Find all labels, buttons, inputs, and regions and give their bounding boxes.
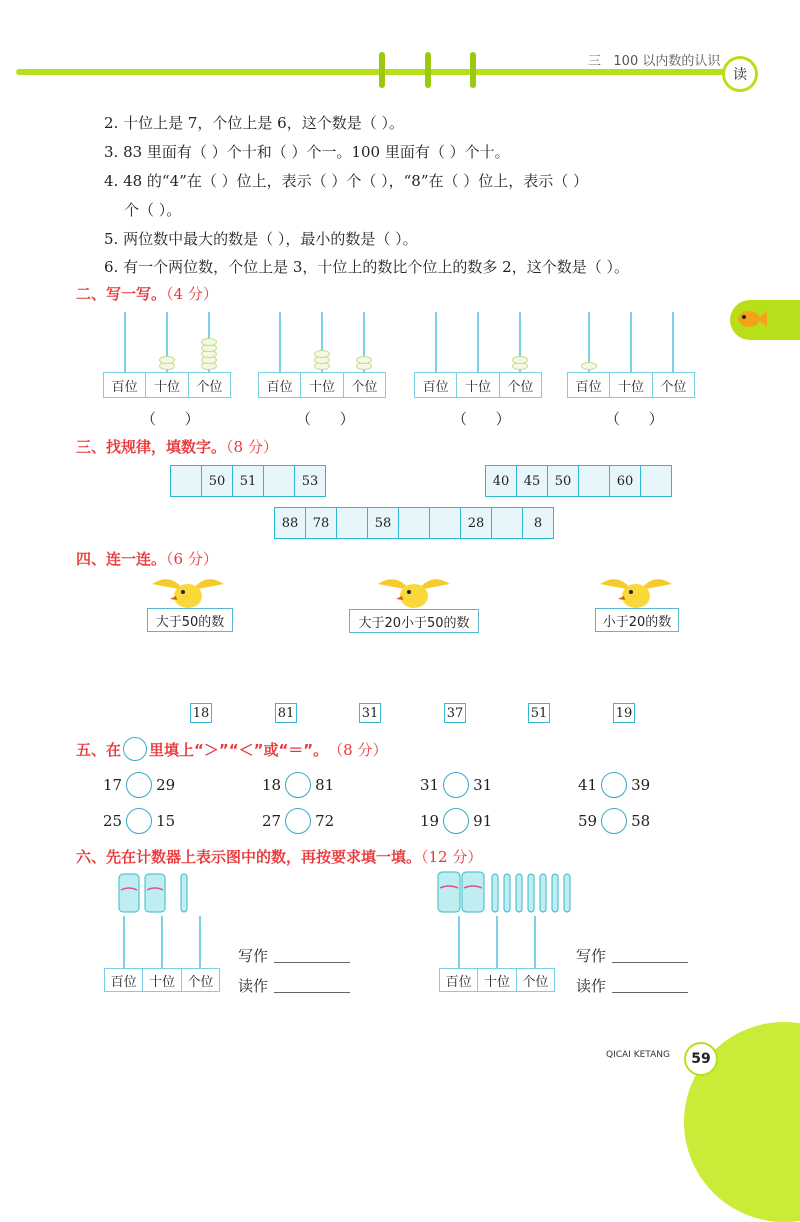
read-icon-text: 读 bbox=[733, 67, 747, 83]
abacus-place-label: 十位 bbox=[457, 373, 499, 397]
counter-place-label: 十位 bbox=[143, 969, 181, 991]
compare-right-number: 72 bbox=[315, 812, 335, 830]
footer-brand: QICAI KETANG bbox=[606, 1050, 670, 1060]
compare-answer-circle[interactable] bbox=[443, 808, 469, 834]
counter-rod bbox=[458, 916, 460, 968]
write-answer-line-left[interactable] bbox=[274, 962, 350, 963]
compare-item bbox=[420, 808, 492, 834]
counter-place-label: 百位 bbox=[105, 969, 143, 991]
counter-rod bbox=[161, 916, 163, 968]
read-label-left: 读作 bbox=[238, 977, 269, 995]
write-label-left: 写作 bbox=[238, 947, 269, 965]
write-answer-line-right[interactable] bbox=[612, 962, 688, 963]
seq3-cell[interactable] bbox=[399, 508, 430, 538]
compare-left-number: 25 bbox=[103, 812, 123, 830]
counter-rod bbox=[199, 916, 201, 968]
abacus-bead bbox=[356, 356, 372, 364]
abacus-bead bbox=[581, 362, 597, 370]
seq1-cell[interactable] bbox=[264, 466, 295, 496]
number-card[interactable]: 18 bbox=[190, 703, 212, 723]
compare-item bbox=[262, 808, 334, 834]
abacus-place-label: 个位 bbox=[196, 379, 223, 395]
section-6-title bbox=[76, 846, 482, 867]
read-answer-line-left[interactable] bbox=[274, 992, 350, 993]
compare-left-number: 18 bbox=[262, 776, 282, 794]
seq3-cell[interactable] bbox=[337, 508, 368, 538]
counter-place-label: 个位 bbox=[522, 974, 549, 990]
abacus-place-label: 个位 bbox=[507, 379, 534, 395]
section-2-points: （4 分） bbox=[166, 285, 218, 303]
seq2-cell[interactable] bbox=[579, 466, 610, 496]
compare-right-number: 31 bbox=[473, 776, 493, 794]
page-number: 59 bbox=[684, 1042, 718, 1076]
compare-right-number: 81 bbox=[315, 776, 335, 794]
abacus-place-label: 百位 bbox=[568, 373, 610, 397]
compare-answer-circle[interactable] bbox=[601, 808, 627, 834]
section-5-title bbox=[76, 737, 387, 761]
compare-answer-circle[interactable] bbox=[126, 772, 152, 798]
section-5-heading-b: 里填上“＞”“＜”或“＝”。 bbox=[149, 740, 329, 759]
compare-left-number: 31 bbox=[420, 776, 440, 794]
seq3-cell: 58 bbox=[368, 508, 399, 538]
counter-rod bbox=[496, 916, 498, 968]
abacus-answer[interactable]: （ ） bbox=[141, 410, 200, 428]
section-5-heading-a: 五、在 bbox=[76, 740, 122, 759]
question-4: 4. 48 的“4”在（ ）位上，表示（ ）个（ ），“8”在（ ）位上，表示（ ） bbox=[104, 172, 589, 190]
compare-right-number: 91 bbox=[473, 812, 493, 830]
sign-greater-50: 大于50的数 bbox=[147, 608, 233, 632]
section-6-points: （12 分） bbox=[421, 848, 483, 866]
abacus-answer[interactable]: （ ） bbox=[452, 410, 511, 428]
compare-answer-circle[interactable] bbox=[601, 772, 627, 798]
abacus-place-label: 百位 bbox=[415, 373, 457, 397]
compare-left-number: 27 bbox=[262, 812, 282, 830]
seq3-cell: 88 bbox=[275, 508, 306, 538]
abacus-rod bbox=[279, 312, 281, 372]
write-label-right: 写作 bbox=[576, 947, 607, 965]
section-4-title bbox=[76, 548, 218, 569]
abacus-rod bbox=[630, 312, 632, 372]
abacus-place-label: 十位 bbox=[146, 373, 188, 397]
compare-item bbox=[103, 808, 175, 834]
seq2-cell[interactable] bbox=[641, 466, 671, 496]
bird-icon bbox=[596, 572, 676, 612]
compare-item bbox=[103, 772, 175, 798]
number-card[interactable]: 81 bbox=[275, 703, 297, 723]
number-card[interactable]: 37 bbox=[444, 703, 466, 723]
abacus-bead bbox=[201, 338, 217, 346]
abacus-bead bbox=[314, 350, 330, 358]
compare-right-number: 58 bbox=[631, 812, 651, 830]
compare-item bbox=[262, 772, 334, 798]
number-card[interactable]: 19 bbox=[613, 703, 635, 723]
compare-answer-circle[interactable] bbox=[285, 808, 311, 834]
seq3-cell[interactable] bbox=[492, 508, 523, 538]
section-3-points: （8 分） bbox=[226, 438, 278, 456]
section-5-points: （8 分） bbox=[328, 740, 388, 759]
counter-rod bbox=[534, 916, 536, 968]
read-answer-line-right[interactable] bbox=[612, 992, 688, 993]
section-6-heading: 六、先在计数器上表示图中的数，再按要求填一填。 bbox=[76, 848, 422, 866]
sequence-grid-1 bbox=[170, 465, 326, 497]
section-4-heading: 四、连一连。 bbox=[76, 550, 167, 568]
counter-place-label: 百位 bbox=[440, 969, 478, 991]
sequence-grid-2 bbox=[485, 465, 672, 497]
seq2-cell: 40 bbox=[486, 466, 517, 496]
seq1-cell: 51 bbox=[233, 466, 264, 496]
compare-answer-circle[interactable] bbox=[126, 808, 152, 834]
section-2-title bbox=[76, 283, 218, 304]
compare-left-number: 59 bbox=[578, 812, 598, 830]
seq3-cell: 78 bbox=[306, 508, 337, 538]
seq3-cell[interactable] bbox=[430, 508, 461, 538]
abacus-label-box bbox=[258, 372, 386, 398]
abacus-bead bbox=[512, 356, 528, 364]
sign-less-20: 小于20的数 bbox=[595, 608, 679, 632]
header-line bbox=[16, 69, 732, 75]
counter-place-label: 个位 bbox=[187, 974, 214, 990]
counter-label-box bbox=[439, 968, 555, 992]
abacus-rod bbox=[672, 312, 674, 372]
header-clip-3 bbox=[470, 52, 476, 88]
abacus-rod bbox=[124, 312, 126, 372]
seq1-cell: 50 bbox=[202, 466, 233, 496]
question-2: 2. 十位上是 7，个位上是 6，这个数是（ ）。 bbox=[104, 114, 404, 132]
bird-icon bbox=[374, 572, 454, 612]
abacus-place-label: 百位 bbox=[104, 373, 146, 397]
abacus-bead bbox=[159, 356, 175, 364]
abacus-place-label: 个位 bbox=[660, 379, 687, 395]
header-read-icon bbox=[722, 56, 758, 92]
circle-icon bbox=[123, 737, 147, 761]
number-card[interactable]: 51 bbox=[528, 703, 550, 723]
abacus-rod bbox=[477, 312, 479, 372]
abacus-label-box bbox=[103, 372, 231, 398]
question-4-cont: 个（ ）。 bbox=[124, 201, 182, 219]
counter-place-label: 十位 bbox=[478, 969, 516, 991]
abacus-rod bbox=[435, 312, 437, 372]
question-6: 6. 有一个两位数，个位上是 3，十位上的数比个位上的数多 2，这个数是（ ）。 bbox=[104, 258, 629, 276]
abacus-label-box bbox=[414, 372, 542, 398]
fish-icon bbox=[736, 306, 768, 332]
chapter-title: 三 100 以内数的认识 bbox=[588, 54, 721, 69]
compare-left-number: 41 bbox=[578, 776, 598, 794]
section-4-points: （6 分） bbox=[166, 550, 218, 568]
bundle-sticks-left-illustration bbox=[115, 868, 200, 916]
compare-item bbox=[578, 772, 650, 798]
seq3-cell: 28 bbox=[461, 508, 492, 538]
header-clip-1 bbox=[379, 52, 385, 88]
sequence-grid-3 bbox=[274, 507, 554, 539]
seq3-cell: 8 bbox=[533, 515, 543, 531]
bird-icon bbox=[148, 572, 228, 612]
section-2-heading: 二、写一写。 bbox=[76, 285, 167, 303]
abacus-answer[interactable]: （ ） bbox=[605, 410, 664, 428]
compare-left-number: 19 bbox=[420, 812, 440, 830]
compare-answer-circle[interactable] bbox=[443, 772, 469, 798]
question-5: 5. 两位数中最大的数是（ ），最小的数是（ ）。 bbox=[104, 230, 418, 248]
abacus-place-label: 十位 bbox=[301, 373, 343, 397]
number-card[interactable]: 31 bbox=[359, 703, 381, 723]
seq2-cell: 60 bbox=[610, 466, 641, 496]
compare-right-number: 29 bbox=[156, 776, 176, 794]
compare-right-number: 15 bbox=[156, 812, 176, 830]
bundle-sticks-right-illustration bbox=[434, 866, 584, 916]
seq1-cell: 53 bbox=[301, 473, 319, 489]
compare-answer-circle[interactable] bbox=[285, 772, 311, 798]
abacus-place-label: 百位 bbox=[259, 373, 301, 397]
abacus-label-box bbox=[567, 372, 695, 398]
compare-right-number: 39 bbox=[631, 776, 651, 794]
compare-item bbox=[578, 808, 650, 834]
header-clip-2 bbox=[425, 52, 431, 88]
seq2-cell: 45 bbox=[517, 466, 548, 496]
read-label-right: 读作 bbox=[576, 977, 607, 995]
seq2-cell: 50 bbox=[548, 466, 579, 496]
section-3-heading: 三、找规律，填数字。 bbox=[76, 438, 227, 456]
sign-between-20-50: 大于20小于50的数 bbox=[349, 609, 479, 633]
abacus-answer[interactable]: （ ） bbox=[296, 410, 355, 428]
question-3: 3. 83 里面有（ ）个十和（ ）个一。100 里面有（ ）个十。 bbox=[104, 143, 510, 161]
counter-rod bbox=[123, 916, 125, 968]
seq1-cell[interactable] bbox=[171, 466, 202, 496]
section-3-title bbox=[76, 436, 278, 457]
compare-item bbox=[420, 772, 492, 798]
abacus-place-label: 十位 bbox=[610, 373, 652, 397]
counter-label-box bbox=[104, 968, 220, 992]
compare-left-number: 17 bbox=[103, 776, 123, 794]
abacus-place-label: 个位 bbox=[351, 379, 378, 395]
